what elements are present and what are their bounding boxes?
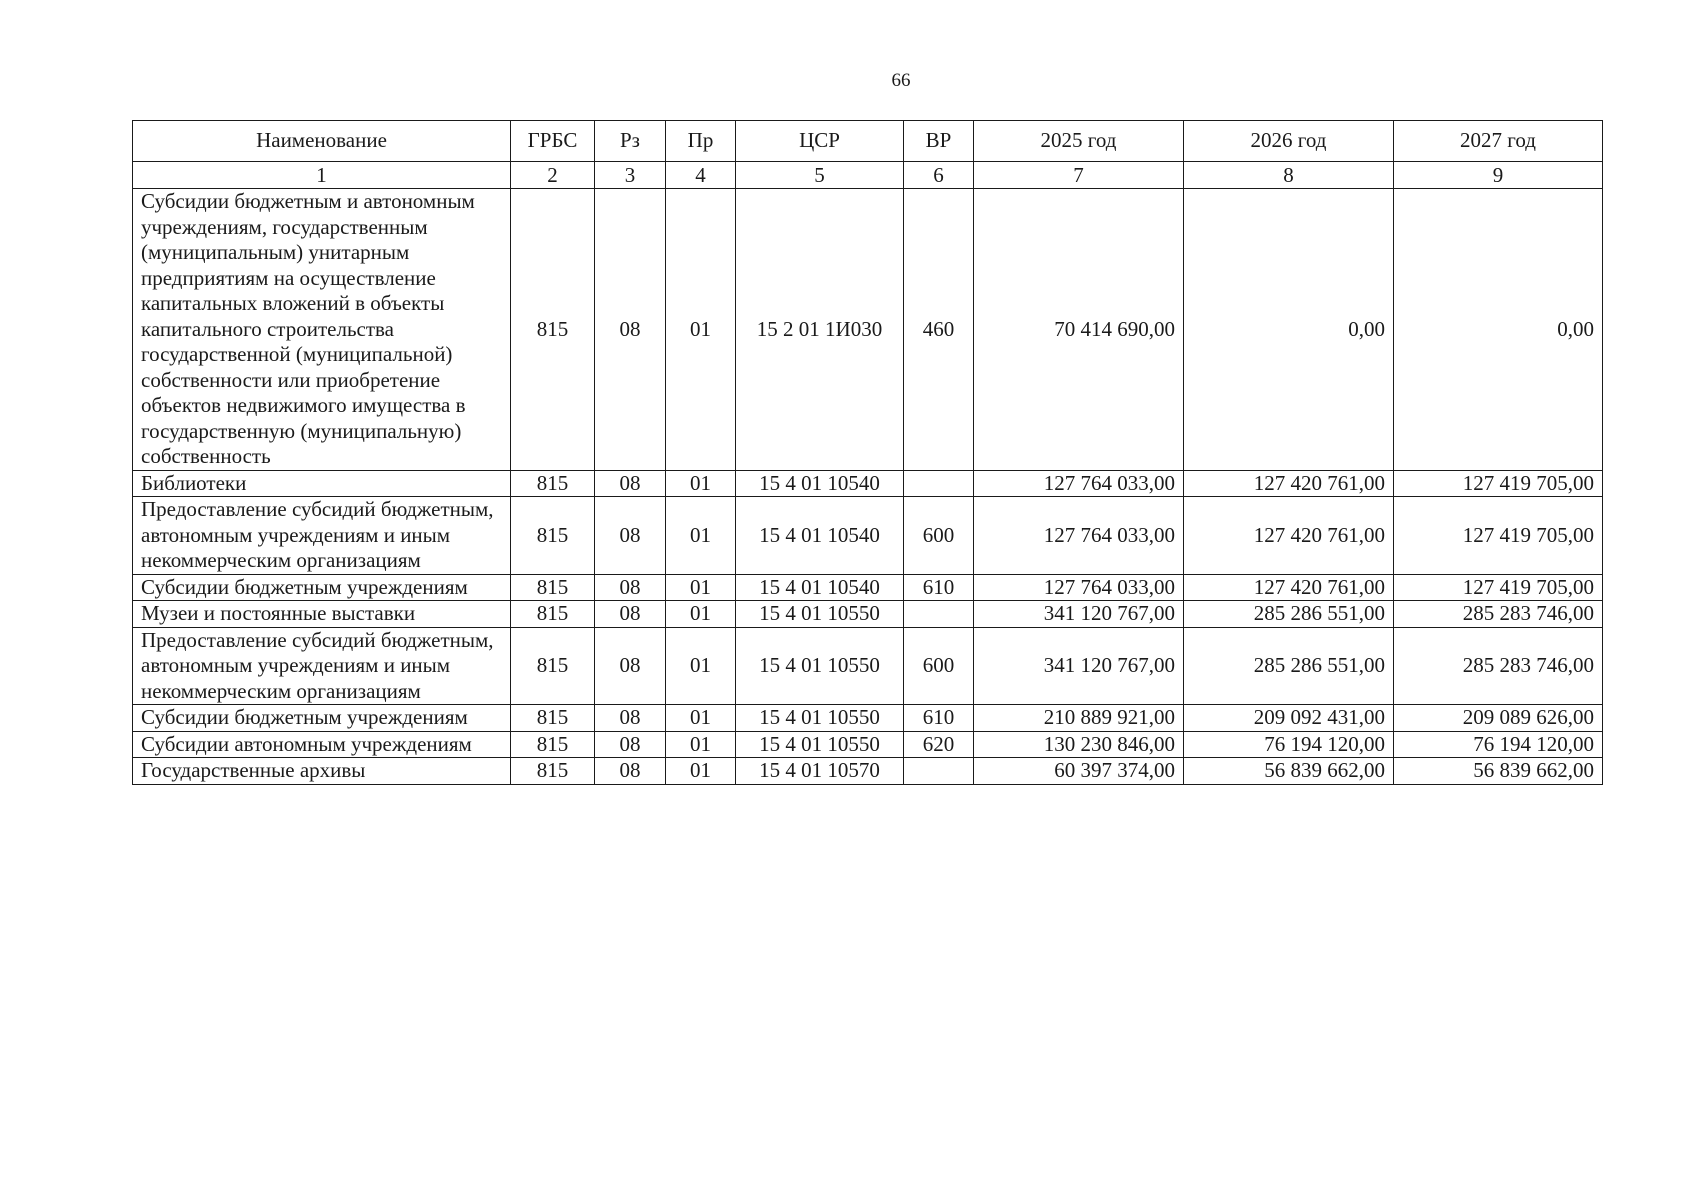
cell-rz: 08	[595, 731, 666, 758]
cell-2026: 56 839 662,00	[1184, 758, 1394, 785]
cell-pr: 01	[666, 705, 736, 732]
cell-2025: 60 397 374,00	[974, 758, 1184, 785]
cell-2027: 209 089 626,00	[1394, 705, 1603, 732]
cell-csr: 15 4 01 10540	[736, 470, 904, 497]
cell-name: Музеи и постоянные выставки	[133, 601, 511, 628]
cell-2027: 127 419 705,00	[1394, 470, 1603, 497]
column-number-cell: 3	[595, 162, 666, 189]
cell-2025: 341 120 767,00	[974, 627, 1184, 705]
table-row	[133, 627, 1603, 705]
cell-rz: 08	[595, 497, 666, 575]
cell-vr: 610	[904, 574, 974, 601]
cell-rz: 08	[595, 574, 666, 601]
cell-pr: 01	[666, 497, 736, 575]
column-number-cell: 9	[1394, 162, 1603, 189]
cell-grbs: 815	[511, 574, 595, 601]
cell-grbs: 815	[511, 601, 595, 628]
header-cell-2025: 2025 год	[974, 121, 1184, 162]
header-cell-name: Наименование	[133, 121, 511, 162]
budget-table	[132, 120, 1603, 785]
cell-pr: 01	[666, 470, 736, 497]
cell-vr	[904, 470, 974, 497]
header-cell-pr: Пр	[666, 121, 736, 162]
cell-vr: 600	[904, 497, 974, 575]
cell-2025: 127 764 033,00	[974, 574, 1184, 601]
cell-name: Субсидии бюджетным и автономным учреждениям, государственным (муниципальным) унитарным предприятиям на осуществление капитальных вложений в объекты капитального строительства государственной (муниципальной) собственности или приобретение объектов недвижимого имущества в государственную (муниципальную) собственность	[133, 189, 511, 471]
column-number-cell: 5	[736, 162, 904, 189]
table-row	[133, 497, 1603, 575]
cell-grbs: 815	[511, 497, 595, 575]
cell-grbs: 815	[511, 731, 595, 758]
cell-name: Предоставление субсидий бюджетным, автономным учреждениям и иным некоммерческим организациям	[133, 627, 511, 705]
cell-2025: 70 414 690,00	[974, 189, 1184, 471]
cell-pr: 01	[666, 627, 736, 705]
cell-rz: 08	[595, 601, 666, 628]
cell-vr	[904, 758, 974, 785]
column-number-cell: 7	[974, 162, 1184, 189]
cell-name: Субсидии автономным учреждениям	[133, 731, 511, 758]
cell-2025: 127 764 033,00	[974, 497, 1184, 575]
table-row	[133, 470, 1603, 497]
table-row	[133, 705, 1603, 732]
cell-rz: 08	[595, 470, 666, 497]
header-row	[133, 121, 1603, 162]
cell-2025: 210 889 921,00	[974, 705, 1184, 732]
cell-2026: 76 194 120,00	[1184, 731, 1394, 758]
table-body	[133, 121, 1603, 785]
cell-name: Субсидии бюджетным учреждениям	[133, 574, 511, 601]
table-row	[133, 731, 1603, 758]
column-number-cell: 2	[511, 162, 595, 189]
table-row	[133, 758, 1603, 785]
cell-csr: 15 4 01 10550	[736, 731, 904, 758]
cell-grbs: 815	[511, 705, 595, 732]
cell-grbs: 815	[511, 758, 595, 785]
header-cell-rz: Рз	[595, 121, 666, 162]
cell-vr: 460	[904, 189, 974, 471]
page-number: 66	[891, 70, 911, 91]
column-number-cell: 6	[904, 162, 974, 189]
cell-2026: 0,00	[1184, 189, 1394, 471]
cell-2027: 127 419 705,00	[1394, 574, 1603, 601]
cell-csr: 15 4 01 10540	[736, 574, 904, 601]
cell-name: Субсидии бюджетным учреждениям	[133, 705, 511, 732]
cell-2027: 285 283 746,00	[1394, 627, 1603, 705]
cell-rz: 08	[595, 627, 666, 705]
cell-2027: 127 419 705,00	[1394, 497, 1603, 575]
header-cell-vr: ВР	[904, 121, 974, 162]
cell-2025: 130 230 846,00	[974, 731, 1184, 758]
cell-csr: 15 4 01 10570	[736, 758, 904, 785]
cell-name: Государственные архивы	[133, 758, 511, 785]
cell-pr: 01	[666, 731, 736, 758]
cell-pr: 01	[666, 601, 736, 628]
column-number-cell: 1	[133, 162, 511, 189]
cell-rz: 08	[595, 189, 666, 471]
cell-vr: 600	[904, 627, 974, 705]
cell-csr: 15 4 01 10550	[736, 601, 904, 628]
cell-vr: 620	[904, 731, 974, 758]
cell-csr: 15 2 01 1И030	[736, 189, 904, 471]
cell-2027: 56 839 662,00	[1394, 758, 1603, 785]
cell-grbs: 815	[511, 189, 595, 471]
cell-csr: 15 4 01 10550	[736, 627, 904, 705]
cell-vr	[904, 601, 974, 628]
cell-csr: 15 4 01 10550	[736, 705, 904, 732]
header-cell-2027: 2027 год	[1394, 121, 1603, 162]
cell-2025: 127 764 033,00	[974, 470, 1184, 497]
cell-pr: 01	[666, 758, 736, 785]
cell-2026: 127 420 761,00	[1184, 470, 1394, 497]
cell-2026: 127 420 761,00	[1184, 574, 1394, 601]
header-cell-csr: ЦСР	[736, 121, 904, 162]
cell-2027: 0,00	[1394, 189, 1603, 471]
table-row	[133, 574, 1603, 601]
cell-2027: 76 194 120,00	[1394, 731, 1603, 758]
cell-pr: 01	[666, 189, 736, 471]
column-number-row	[133, 162, 1603, 189]
cell-2026: 209 092 431,00	[1184, 705, 1394, 732]
table-row	[133, 189, 1603, 471]
cell-2026: 285 286 551,00	[1184, 601, 1394, 628]
cell-2025: 341 120 767,00	[974, 601, 1184, 628]
column-number-cell: 8	[1184, 162, 1394, 189]
cell-2027: 285 283 746,00	[1394, 601, 1603, 628]
table-row	[133, 601, 1603, 628]
cell-pr: 01	[666, 574, 736, 601]
cell-vr: 610	[904, 705, 974, 732]
cell-csr: 15 4 01 10540	[736, 497, 904, 575]
cell-name: Библиотеки	[133, 470, 511, 497]
cell-rz: 08	[595, 758, 666, 785]
cell-name: Предоставление субсидий бюджетным, автономным учреждениям и иным некоммерческим организациям	[133, 497, 511, 575]
cell-rz: 08	[595, 705, 666, 732]
header-cell-2026: 2026 год	[1184, 121, 1394, 162]
cell-2026: 127 420 761,00	[1184, 497, 1394, 575]
header-cell-grbs: ГРБС	[511, 121, 595, 162]
cell-2026: 285 286 551,00	[1184, 627, 1394, 705]
cell-grbs: 815	[511, 470, 595, 497]
column-number-cell: 4	[666, 162, 736, 189]
cell-grbs: 815	[511, 627, 595, 705]
